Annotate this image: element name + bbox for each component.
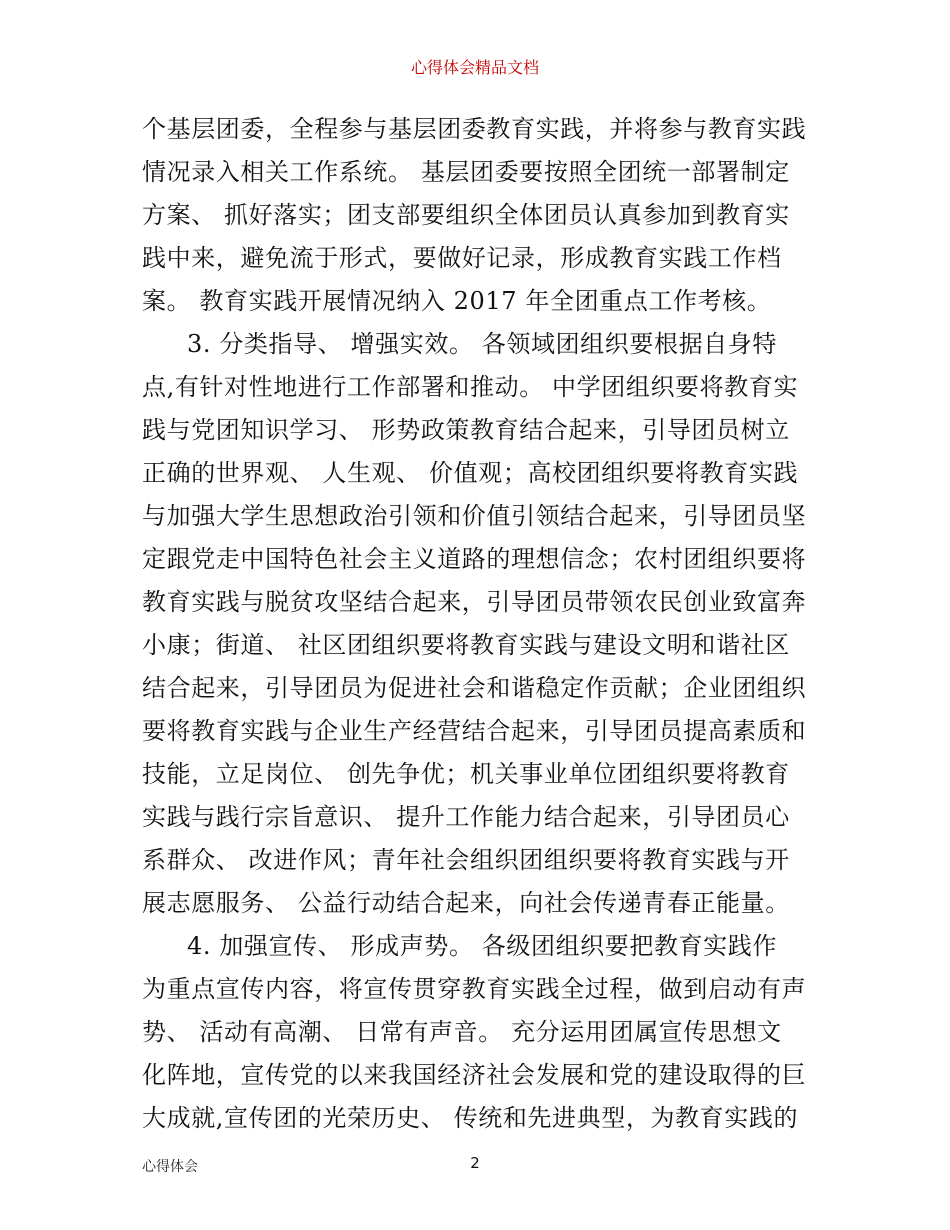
page-number: 2 bbox=[470, 1154, 480, 1172]
body-line: 为重点宣传内容，将宣传贯穿教育实践全过程，做到启动有声 bbox=[142, 975, 807, 1003]
body-line: 结合起来，引导团员为促进社会和谐稳定作贡献；企业团组织 bbox=[142, 674, 807, 702]
body-line: 践与党团知识学习、 形势政策教育结合起来，引导团员树立 bbox=[142, 416, 790, 444]
body-line: 实践与践行宗旨意识、 提升工作能力结合起来，引导团员心 bbox=[142, 803, 790, 831]
body-line: 方案、 抓好落实；团支部要组织全体团员认真参加到教育实 bbox=[142, 201, 790, 229]
footer-label: 心得体会 bbox=[142, 1159, 198, 1175]
body-line: 小康；街道、 社区团组织要将教育实践与建设文明和谐社区 bbox=[142, 631, 790, 659]
body-line: 个基层团委，全程参与基层团委教育实践，并将参与教育实践 bbox=[142, 115, 807, 143]
body-line: 情况录入相关工作系统。 基层团委要按照全团统一部署制定 bbox=[142, 158, 790, 186]
body-line: 教育实践与脱贫攻坚结合起来，引导团员带领农民创业致富奔 bbox=[142, 588, 807, 616]
body-line: 展志愿服务、 公益行动结合起来，向社会传递青春正能量。 bbox=[142, 889, 790, 917]
body-line: 系群众、 改进作风；青年社会组织团组织要将教育实践与开 bbox=[142, 846, 790, 874]
body-line: 要将教育实践与企业生产经营结合起来，引导团员提高素质和 bbox=[142, 717, 807, 745]
section-heading-line: 3. 分类指导、 增强实效。 各领域团组织要根据自身特 bbox=[187, 330, 777, 358]
body-line: 点,有针对性地进行工作部署和推动。 中学团组织要将教育实 bbox=[142, 373, 799, 401]
body-line: 践中来，避免流于形式，要做好记录，形成教育实践工作档 bbox=[142, 244, 782, 272]
body-line: 化阵地，宣传党的以来我国经济社会发展和党的建设取得的巨 bbox=[142, 1061, 807, 1089]
body-line: 定跟党走中国特色社会主义道路的理想信念；农村团组织要将 bbox=[142, 545, 807, 573]
page-header-title: 心得体会精品文档 bbox=[410, 58, 539, 77]
body-line: 大成就,宣传团的光荣历史、 传统和先进典型，为教育实践的 bbox=[142, 1104, 799, 1132]
body-line: 技能，立足岗位、 创先争优；机关事业单位团组织要将教育 bbox=[142, 760, 790, 788]
document-body bbox=[142, 108, 818, 1140]
section-heading-line: 4. 加强宣传、 形成声势。 各级团组织要把教育实践作 bbox=[187, 932, 777, 960]
body-line: 正确的世界观、 人生观、 价值观；高校团组织要将教育实践 bbox=[142, 459, 799, 487]
body-line: 与加强大学生思想政治引领和价值引领结合起来，引导团员坚 bbox=[142, 502, 807, 530]
body-line: 势、 活动有高潮、 日常有声音。 充分运用团属宣传思想文 bbox=[142, 1018, 782, 1046]
body-line: 案。 教育实践开展情况纳入 2017 年全团重点工作考核。 bbox=[142, 287, 772, 315]
